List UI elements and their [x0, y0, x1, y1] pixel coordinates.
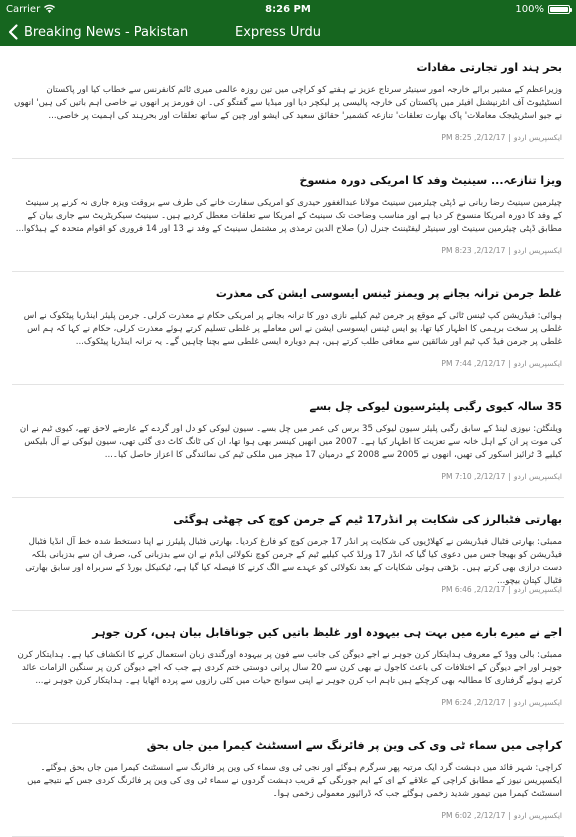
article-source: ایکسپریس اردو	[513, 359, 562, 368]
article-row[interactable]	[12, 159, 564, 272]
article-row[interactable]	[12, 46, 564, 159]
status-bar	[0, 0, 576, 18]
chevron-left-icon	[8, 24, 18, 40]
nav-title-text: Express Urdu	[234, 24, 322, 40]
article-headline: غلط جرمن ترانہ بجانے پر ویمنز ٹینس ایسوسی ایشن کی معذرت	[215, 287, 562, 300]
article-date: 2/12/17, 6:24 PM	[441, 698, 506, 707]
article-summary: ممبئی: بھارتی فٹبال فیڈریشن نے کھلاڑیوں کی شکایت پر انڈر 17 جرمن کوچ کو فارغ کردیا۔ بھارتی فٹبال پلیئرز نے اپنا دستخط شدہ خط آل انڈیا فٹبال فیڈریشن کو بھیجا جس میں دعوی کیا گیا کہ انڈر 17 ورلڈ کپ کیلیے ٹیم کے جرمن کوچ نکولائی ایڈم نے ان سے بدزبانی کی، صرف ان سے بدزبانی بلکہ دست درازی بھی کرتے ہیں۔ بڑھتی ہوئی شکایات کے بعد نکولائی کو عہدے سے الگ کرنے کا فیصلہ کیا گیا ہے، ٹیکنیکل بورڈ کے سربراہ اور سابق بھارتی فٹبال کپتان بیچو...	[25, 537, 562, 586]
article-source: ایکسپریس اردو	[513, 246, 562, 255]
status-left	[6, 4, 54, 15]
battery-fill	[550, 7, 568, 12]
article-headline: بحر ہند اور تجارتی مفادات	[416, 61, 562, 74]
article-source: ایکسپریس اردو	[513, 472, 562, 481]
article-date: 2/12/17, 8:23 PM	[441, 246, 506, 255]
article-date: 2/12/17, 6:02 PM	[441, 811, 506, 820]
article-headline: بھارتی فٹبالرز کی شکایت پر انڈر17 ٹیم کے جرمن کوچ کی چھٹی ہوگئی	[173, 513, 562, 526]
article-meta: ایکسپریس اردو|2/12/17, 7:10 PM	[441, 472, 562, 481]
battery-percent: 100%	[515, 3, 544, 15]
article-row[interactable]	[12, 385, 564, 498]
article-date: 2/12/17, 7:10 PM	[441, 472, 506, 481]
article-headline: اجے نے میرے بارے میں بہت ہی بیہودہ اور غلیظ باتیں کیں جوناقابل بیان ہیں، کرن جوہر	[92, 626, 562, 639]
article-summary: وزیراعظم کے مشیر برائے خارجہ امور سینیٹر سرتاج عزیز نے ہفتے کو کراچی میں تین روزہ عالمی میری ٹائم کانفرنس سے خطاب کیا اور پاکستان انسٹیٹیوٹ آف انٹرنیشنل افیئر میں پاکستان کی خارجہ پالیسی پر لیکچر دیا اور میڈیا سے گفتگو کی۔ ان فورمز پر انھوں نے خاصی اہم باتیں کی ہیں' انھوں نے جیو اسٹریٹیجک معاملات' پاک بھارت تعلقات' تنازعہ کشمیر' حقائق سعید کی ایشو اور چین کے ساتھ تعلقات اور بحرہند کی اہمیت پر خاصی...	[14, 85, 562, 121]
article-meta: ایکسپریس اردو|2/12/17, 8:23 PM	[441, 246, 562, 255]
article-row[interactable]	[12, 611, 564, 724]
article-meta: ایکسپریس اردو|2/12/17, 7:44 PM	[441, 359, 562, 368]
article-meta: ایکسپریس اردو|2/12/17, 6:24 PM	[441, 698, 562, 707]
article-meta: ایکسپریس اردو|2/12/17, 8:25 PM	[441, 133, 562, 142]
article-summary: ہوائی: فیڈریشن کپ ٹینس ٹائی کے موقع پر جرمن ٹیم کیلیے نازی دور کا ترانہ بجانے پر امریکی حکام نے معذرت کرلی۔ جرمن پلیئر اینڈریا پیٹکوک نے اس غلطی پر سخت برہمی کا اظہار کیا تھا، یو ایس ٹینس ایسوسی ایشن نے اس معاملے پر غلطی تسلیم کرتے ہوئے معذرت کرلی، حکام نے کہا کہ ہم اس غلطی پر جرمن فیڈ کپ ٹیم اور شائقین سے معافی طلب کرتے ہیں، ہم دوبارہ ایسی غلطی سے بچنا چاہیں گے۔ یہ ترانہ اینڈریا پیٹکوک...	[23, 311, 562, 347]
article-meta: ایکسپریس اردو|2/12/17, 6:46 PM	[441, 585, 562, 594]
article-source: ایکسپریس اردو	[513, 698, 562, 707]
back-label: Breaking News - Pakistan	[24, 24, 189, 40]
article-source: ایکسپریس اردو	[513, 585, 562, 594]
article-row[interactable]	[12, 272, 564, 385]
navigation-bar	[0, 18, 576, 46]
article-summary: ممبئی: بالی ووڈ کے معروف ہدایتکار کرن جوہر نے اجے دیوگن کی جانب سے فون پر بیہودہ اورگندی زبان استعمال کرنے کا انکشاف کیا ہے۔ ہدایتکار کرن جوہر اور اجے دیوگن کے اختلافات کی باعث کاجول نے بھی کرن سے 20 سال پرانی دوستی ختم کردی ہے جب کہ اجے دیوگن کرن پر سنگین الزامات عائد کرتے ہوئے گرفتاری کا مطالبہ بھی کرچکے ہیں تاہم اب کرن جوہر نے اپنی سوانح حیات میں کئی رازوں سے پردہ اٹھایا ہے۔ ہدایتکار کرن جوہر نے...	[17, 650, 562, 686]
back-button[interactable]	[0, 18, 188, 46]
article-date: 2/12/17, 8:25 PM	[441, 133, 506, 142]
article-source: ایکسپریس اردو	[513, 811, 562, 820]
news-feed[interactable]	[0, 46, 576, 820]
article-date: 2/12/17, 6:46 PM	[441, 585, 506, 594]
article-summary: ویلنگٹن: نیوزی لینڈ کے سابق رگبی پلیئر سیون لیوکی 35 برس کی عمر میں چل بسے۔ سیون لیوکی کو دل اور گردے کے عارضے لاحق تھے، کیوی ٹیم نے ان کی موت پر ان کے اہل خانہ سے تعزیت کا اظہار کیا ہے۔ 2007 میں انھیں کینسر بھی ہوا تھا، ان کی ٹانگ کاٹ دی گئی تھی، سیون لیوکی نے آل بلیکس کیلیے 3 ٹرائیز اسکور کی تھیں، انھوں نے 2005 سے 2008 کے درمیان 17 میچز میں ملکی ٹیم کی نمائندگی کا اعزاز حاصل کیا۔...	[19, 424, 562, 460]
carrier-label: Carrier	[6, 3, 41, 15]
status-time: 8:26 PM	[265, 3, 311, 15]
status-right	[515, 4, 570, 15]
battery-icon	[548, 5, 570, 14]
article-row[interactable]	[12, 724, 564, 837]
article-summary: کراچی: شہر قائد میں دہشت گرد ایک مرتبہ پھر سرگرم ہوگئے اور نجی ٹی وی سماء کی وین پر فائرنگ سے اسسٹنٹ کیمرا مین جاں بحق ہوگئے۔ ایکسپریس نیوز کے مطابق کراچی کے علاقے کے ای کے ایم جورنگی کے قریب دہشت گردوں نے سماء ٹی وی کی وین پر فائرنگ کردی جس کے نتیجے میں اسسٹنٹ کیمرا مین تیمور شدید زخمی ہوگئے جب کہ ڈرائیور معمولی زخمی ہوا۔	[27, 763, 562, 799]
article-date: 2/12/17, 7:44 PM	[441, 359, 506, 368]
article-headline: ویزا تنازعہ... سینیٹ وفد کا امریکی دورہ منسوخ	[299, 174, 562, 187]
article-row[interactable]	[12, 498, 564, 611]
article-headline: کراچی میں سماء ٹی وی کی وین پر فائرنگ سے اسسٹنٹ کیمرا مین جاں بحق	[146, 739, 562, 752]
article-headline: 35 سالہ کیوی رگبی پلیئرسیون لیوکی چل بسے	[309, 400, 562, 413]
wifi-icon	[44, 5, 54, 13]
article-meta: ایکسپریس اردو|2/12/17, 6:02 PM	[441, 811, 562, 820]
article-summary: چیئرمین سینیٹ رضا ربانی نے ڈپٹی چیئرمین سینیٹ مولانا عبدالغفور حیدری کو امریکی سفارت خانے کی طرف سے بروقت ویزہ جاری نہ کرنے پر سینیٹ کے وفد کا دورہ امریکا منسوخ کر دیا ہے اور مناسب وضاحت تک سینیٹ کے امریکا سے تعلقات معطل کردیے ہیں۔ سینیٹ سیکریٹریٹ سے جاری بیان کے مطابق ڈپٹی چیئرمین سینیٹ اور سینیٹر لیفٹیننٹ جنرل (ر) صلاح الدین ترمذی پر مشتمل سینیٹ کے وفد نے 13 اور 14 فروری کو اقوام متحدہ کے ہیڈکوا...	[15, 198, 562, 234]
article-source: ایکسپریس اردو	[513, 133, 562, 142]
